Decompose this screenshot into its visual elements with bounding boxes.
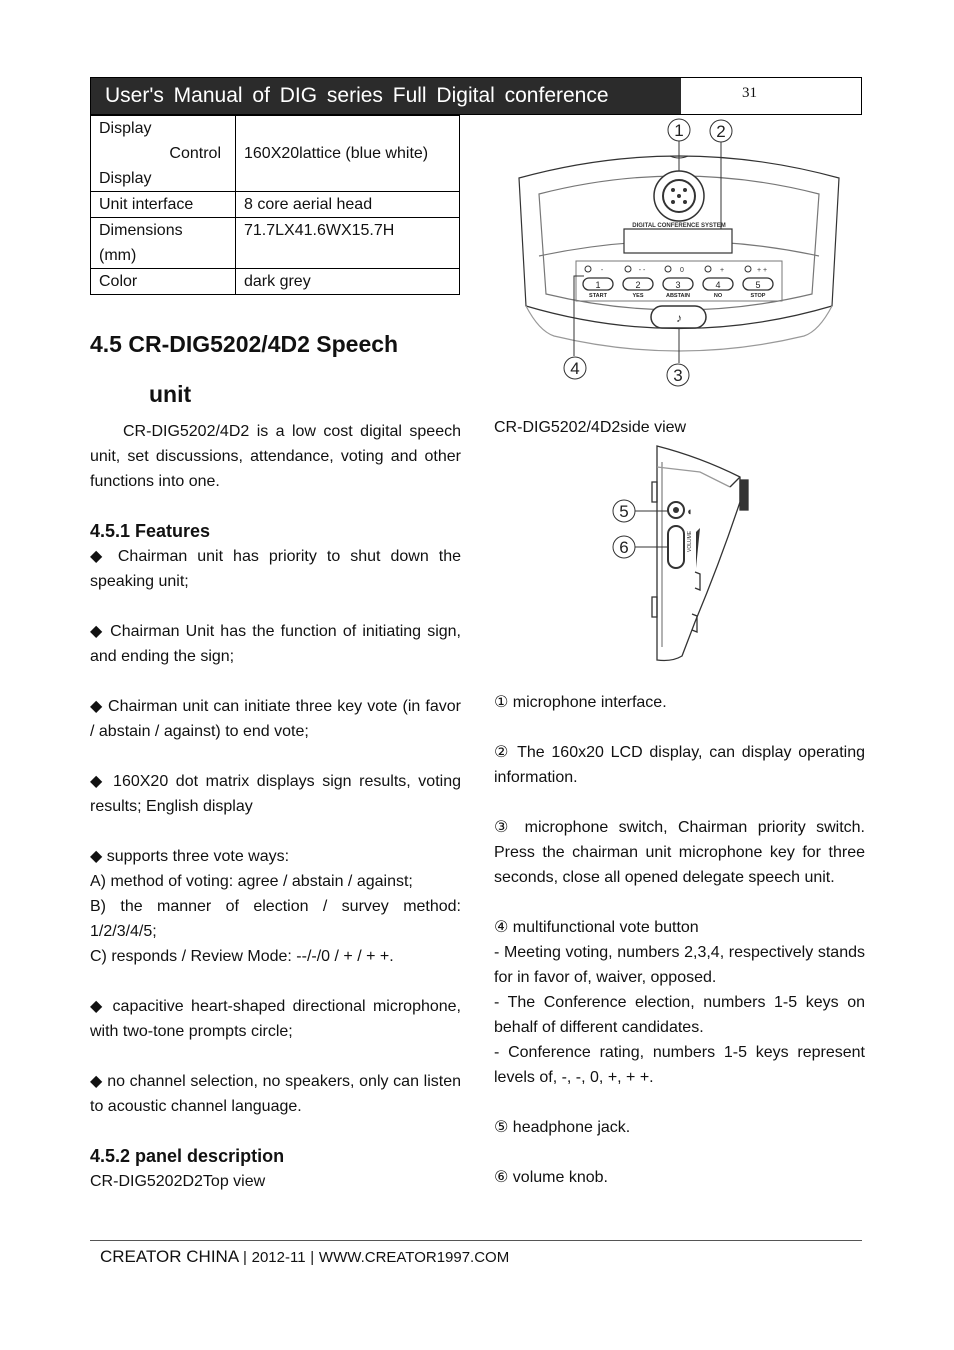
knob-label: VOLUME (687, 530, 693, 552)
indicator-led-icon (705, 266, 711, 272)
label-line: Dimensions (99, 222, 183, 239)
table-cell-label: Color (91, 269, 236, 295)
intro-paragraph: CR-DIG5202/4D2 is a low cost digital speech unit, set discussions, attendance, voting and other functions into one. (90, 423, 461, 490)
top-view-caption: CR-DIG5202D2Top view (90, 1173, 266, 1190)
footer-separator: | (310, 1249, 315, 1266)
desc-3: ③ microphone switch, Chairman priority switch. Press the chairman unit microphone key for three seconds, close all opened delegate speech unit. (494, 819, 865, 886)
table-cell-label (91, 218, 236, 269)
lcd-display (624, 229, 732, 253)
page-number: 31 (742, 85, 757, 101)
callout-6: 6 (619, 538, 629, 557)
lcd-label: DIGITAL CONFERENCE SYSTEM (632, 223, 726, 229)
callout-1: 1 (674, 121, 684, 140)
vote-key-number: 5 (755, 280, 761, 290)
key-mark: - - (638, 267, 646, 274)
callout-5: 5 (619, 502, 629, 521)
feature-item: ◆ supports three vote ways: (90, 848, 290, 865)
vote-way-item: B) the manner of election / survey method: 1/2/3/4/5; (90, 898, 461, 940)
footer (100, 1247, 509, 1267)
indicator-led-icon (665, 266, 671, 272)
callout-3: 3 (673, 366, 683, 385)
footer-separator: | (242, 1249, 247, 1266)
table-cell-label: Unit interface (91, 192, 236, 218)
desc-4-item: - Meeting voting, numbers 2,3,4, respectively stands for in favor of, waiver, opposed. (494, 944, 865, 986)
volume-knob-icon (668, 526, 684, 568)
feature-item: ◆ capacitive heart-shaped directional microphone, with two-tone prompts circle; (90, 998, 461, 1040)
vote-key-label: NO (713, 293, 723, 299)
footer-website: WWW.CREATOR1997.COM (318, 1249, 510, 1266)
vote-key-number: 3 (675, 280, 681, 290)
feature-item: ◆ Chairman unit can initiate three key vote (in favor / abstain / against) to end vote; (90, 698, 461, 740)
label-line: Display (99, 170, 152, 187)
table-row (91, 269, 460, 295)
vote-key-label: START (589, 293, 607, 299)
vote-way-item: C) responds / Review Mode: --/-/0 / + / + +. (90, 948, 394, 965)
table-row (91, 192, 460, 218)
header-title: User's Manual of DIG series Full Digital conference (91, 78, 681, 114)
table-cell-value: dark grey (236, 269, 460, 295)
table-cell-value: 71.7LX41.6WX15.7H (236, 218, 460, 269)
side-view-caption: CR-DIG5202/4D2side view (494, 419, 687, 436)
label-line: (mm) (99, 247, 137, 264)
label-line: Display (99, 120, 152, 137)
desc-2: ② The 160x20 LCD display, can display operating information. (494, 744, 865, 786)
headphone-icon: ◖ (686, 506, 693, 518)
vote-key-number: 4 (715, 280, 721, 290)
desc-4-title: ④ multifunctional vote button (494, 919, 699, 936)
desc-4-item: - The Conference election, numbers 1-5 keys on behalf of different candidates. (494, 994, 865, 1036)
feature-item: ◆ no channel selection, no speakers, only can listen to acoustic channel language. (90, 1073, 461, 1115)
section-heading-cont: unit (149, 381, 192, 407)
indicator-led-icon (585, 266, 591, 272)
section-heading: 4.5 CR-DIG5202/4D2 Speech (90, 331, 399, 357)
indicator-led-icon (625, 266, 631, 272)
table-row (91, 116, 460, 192)
table-row (91, 218, 460, 269)
feature-item: ◆ 160X20 dot matrix displays sign results, voting results; English display (90, 773, 461, 815)
indicator-led-icon (745, 266, 751, 272)
feature-item: ◆ Chairman Unit has the function of initiating sign, and ending the sign; (90, 623, 461, 665)
key-mark: - (600, 267, 604, 274)
footer-divider (90, 1240, 862, 1241)
vote-key-label: STOP (750, 293, 766, 299)
vote-key-label: YES (632, 293, 644, 299)
top-view-figure (494, 116, 864, 392)
vote-key-label: ABSTAIN (665, 293, 691, 299)
label-line: Control (169, 145, 221, 162)
key-mark: + + (756, 267, 768, 274)
spec-table (90, 115, 460, 295)
vote-key-number: 1 (595, 280, 601, 290)
feature-item: ◆ Chairman unit has priority to shut down the speaking unit; (90, 548, 461, 590)
panel-heading: 4.5.2 panel description (90, 1146, 285, 1166)
callout-2: 2 (716, 122, 726, 141)
table-cell-label (91, 116, 236, 192)
vote-key-number: 2 (635, 280, 641, 290)
footer-date: 2012-11 (251, 1249, 306, 1266)
side-view-figure (600, 442, 760, 664)
footer-company: CREATOR CHINA (100, 1247, 239, 1266)
key-mark: + (719, 267, 725, 274)
table-cell-value: 160X20lattice (blue white) (236, 116, 460, 192)
vote-way-item: A) method of voting: agree / abstain / against; (90, 873, 413, 890)
desc-4-item: - Conference rating, numbers 1-5 keys represent levels of, -, -, 0, +, + +. (494, 1044, 865, 1086)
microphone-icon: ♪ (676, 311, 682, 325)
desc-6: ⑥ volume knob. (494, 1169, 608, 1186)
key-mark: 0 (680, 267, 684, 274)
desc-5: ⑤ headphone jack. (494, 1119, 631, 1136)
table-cell-value: 8 core aerial head (236, 192, 460, 218)
callout-4: 4 (570, 359, 580, 378)
desc-1: ① microphone interface. (494, 694, 667, 711)
features-heading: 4.5.1 Features (90, 521, 211, 541)
